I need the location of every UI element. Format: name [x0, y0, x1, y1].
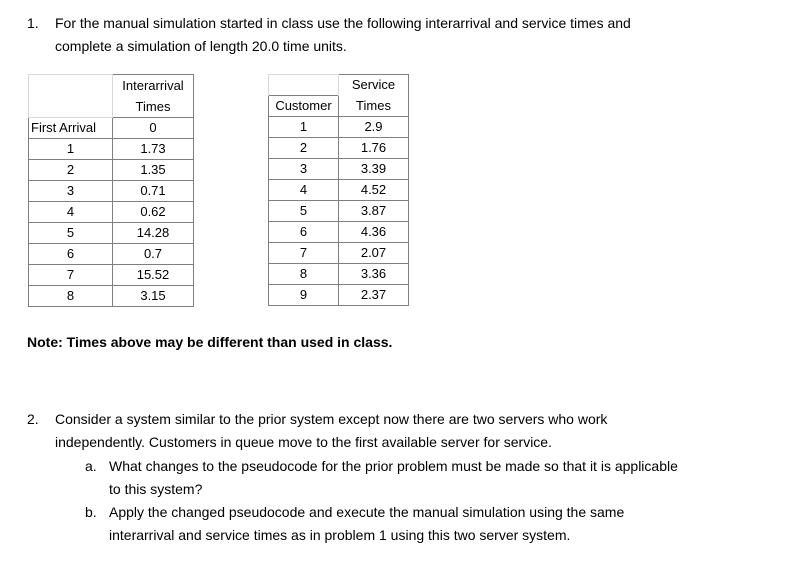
problem-2-number: 2.	[27, 411, 39, 427]
service-row-cell: 9	[269, 285, 339, 306]
interarrival-row-cell: 1.73	[113, 139, 194, 160]
problem-2b-text-line-1: Apply the changed pseudocode and execute the manual simulation using the same	[109, 504, 625, 520]
interarrival-row	[29, 223, 194, 244]
interarrival-row-cell: 0.71	[113, 181, 194, 202]
service-row-cell: 2.37	[339, 285, 409, 306]
interarrival-row	[29, 244, 194, 265]
interarrival-row-cell: 0	[113, 118, 194, 139]
interarrival-row-cell: 1.35	[113, 160, 194, 181]
interarrival-row-cell: 1	[29, 139, 113, 160]
service-table-corner	[269, 75, 339, 96]
service-row-cell: 4	[269, 180, 339, 201]
interarrival-row-cell: 4	[29, 202, 113, 223]
problem-1-text-line-1: For the manual simulation started in class use the following interarrival and service times and	[55, 15, 631, 31]
interarrival-row	[29, 139, 194, 160]
service-row	[269, 180, 409, 201]
interarrival-row	[29, 181, 194, 202]
service-row-cell: 1	[269, 117, 339, 138]
interarrival-row-cell: 3.15	[113, 286, 194, 307]
service-table	[268, 74, 409, 306]
service-row-cell: 1.76	[339, 138, 409, 159]
service-row	[269, 285, 409, 306]
interarrival-table	[28, 74, 194, 307]
problem-2a-text-line-1: What changes to the pseudocode for the prior problem must be made so that it is applicable	[109, 458, 678, 474]
service-row-cell: 3.36	[339, 264, 409, 285]
service-row	[269, 222, 409, 243]
service-header-line-2: Times	[339, 96, 409, 117]
note-text: Note: Times above may be different than used in class.	[27, 334, 393, 350]
service-row	[269, 264, 409, 285]
service-row-cell: 2.07	[339, 243, 409, 264]
service-row-cell: 2.9	[339, 117, 409, 138]
service-row-cell: 3	[269, 159, 339, 180]
service-row-cell: 3.39	[339, 159, 409, 180]
problem-2b-label: b.	[85, 504, 97, 520]
interarrival-row-cell: First Arrival	[29, 118, 113, 139]
service-row-cell: 6	[269, 222, 339, 243]
interarrival-header-line-1: Interarrival	[113, 75, 194, 97]
service-row-cell: 4.36	[339, 222, 409, 243]
service-row-cell: 4.52	[339, 180, 409, 201]
problem-1-number: 1.	[27, 15, 39, 31]
interarrival-row-cell: 0.7	[113, 244, 194, 265]
service-row	[269, 243, 409, 264]
interarrival-row-cell: 0.62	[113, 202, 194, 223]
interarrival-row	[29, 286, 194, 307]
service-row-cell: 7	[269, 243, 339, 264]
service-row-cell: 5	[269, 201, 339, 222]
interarrival-row-cell: 14.28	[113, 223, 194, 244]
service-row	[269, 138, 409, 159]
customer-header: Customer	[269, 96, 339, 117]
interarrival-table-corner	[29, 75, 113, 118]
interarrival-row-cell: 6	[29, 244, 113, 265]
interarrival-header-line-2: Times	[113, 96, 194, 118]
interarrival-row	[29, 118, 194, 139]
interarrival-row-cell: 15.52	[113, 265, 194, 286]
service-row-cell: 2	[269, 138, 339, 159]
interarrival-row-cell: 2	[29, 160, 113, 181]
service-header-line-1: Service	[339, 75, 409, 96]
interarrival-row	[29, 265, 194, 286]
problem-1-text-line-2: complete a simulation of length 20.0 time units.	[55, 38, 347, 54]
problem-2b-text-line-2: interarrival and service times as in problem 1 using this two server system.	[109, 527, 571, 543]
problem-2-text-line-2: independently. Customers in queue move to the first available server for service.	[55, 434, 552, 450]
problem-2-text-line-1: Consider a system similar to the prior system except now there are two servers who work	[55, 411, 608, 427]
interarrival-row-cell: 3	[29, 181, 113, 202]
problem-2a-text-line-2: to this system?	[109, 481, 203, 497]
interarrival-row-cell: 8	[29, 286, 113, 307]
interarrival-row-cell: 7	[29, 265, 113, 286]
service-row-cell: 3.87	[339, 201, 409, 222]
interarrival-row-cell: 5	[29, 223, 113, 244]
interarrival-row	[29, 202, 194, 223]
service-row	[269, 201, 409, 222]
service-row	[269, 159, 409, 180]
service-row-cell: 8	[269, 264, 339, 285]
interarrival-row	[29, 160, 194, 181]
problem-2a-label: a.	[85, 458, 97, 474]
service-row	[269, 117, 409, 138]
